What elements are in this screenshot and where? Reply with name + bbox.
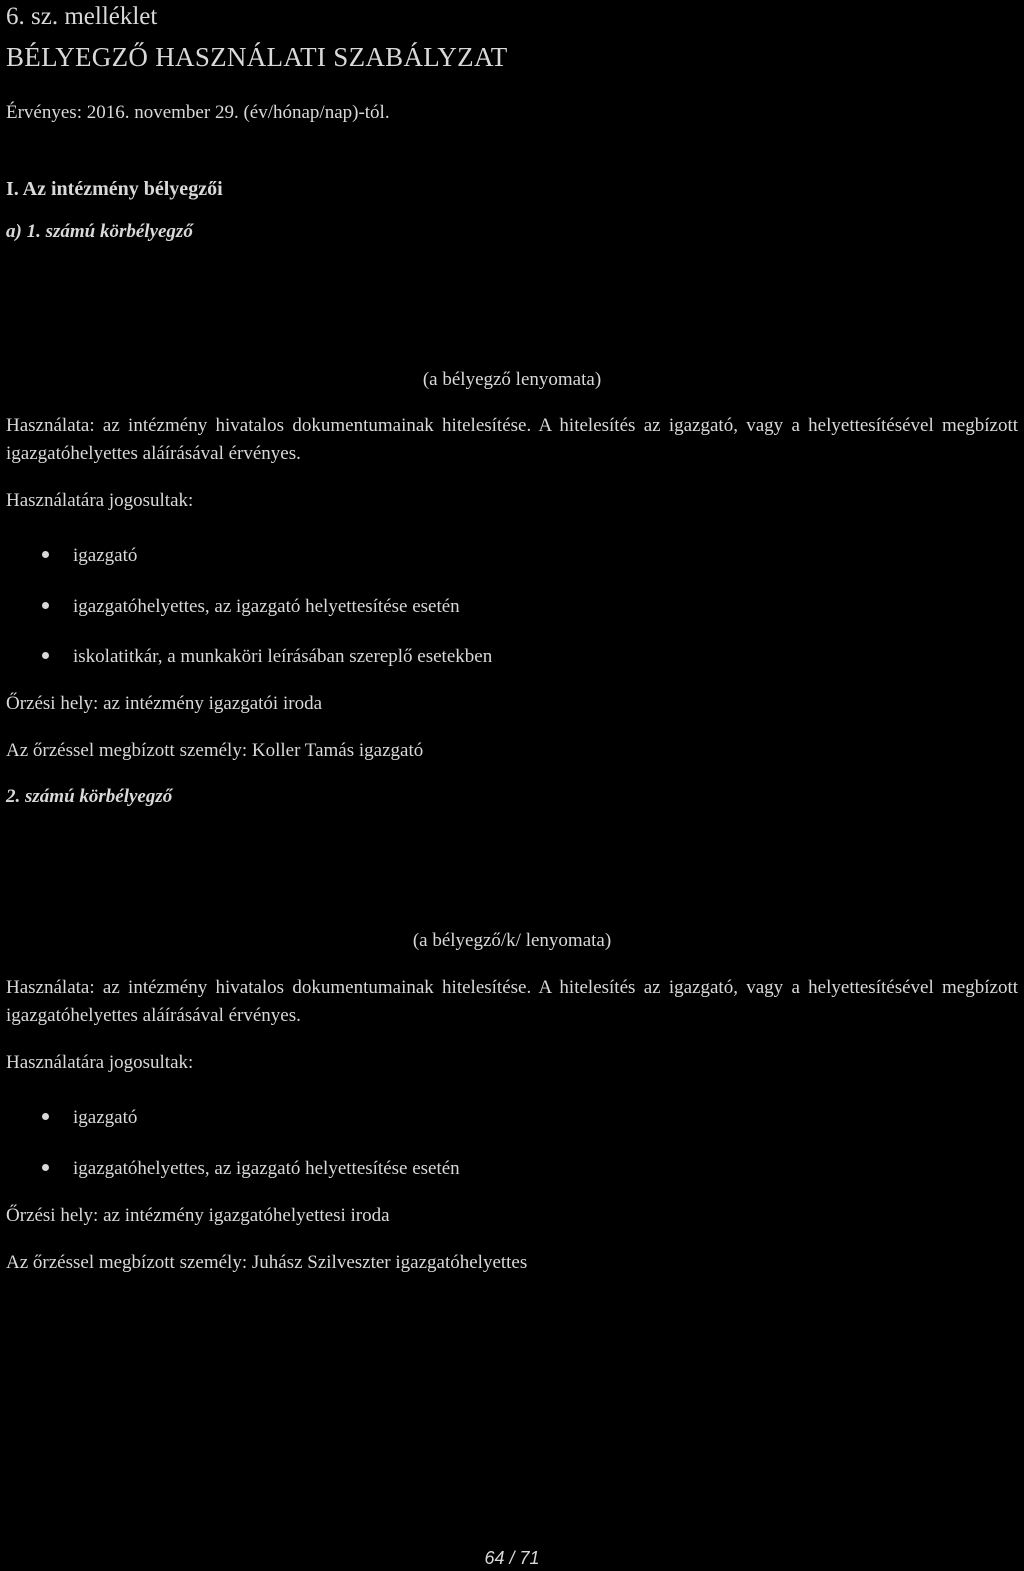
annex-label: 6. sz. melléklet xyxy=(6,3,158,30)
authorized-item-text: iskolatitkár, a munkaköri leírásában szereplő esetekben xyxy=(73,646,493,667)
stamp-2-usage: Használata: az intézmény hivatalos dokumentumainak hitelesítése. A hitelesítés az igazgató, vagy a helyettesítésével megbízott igazgatóhelyettes aláírásával érvényes. xyxy=(6,977,1018,1026)
stamp-2-authorized-item xyxy=(42,1157,460,1181)
stamp-1-usage: Használata: az intézmény hivatalos dokumentumainak hitelesítése. A hitelesítés az igazgató, vagy a helyettesítésével megbízott igazgatóhelyettes aláírásával érvényes. xyxy=(6,415,1018,464)
stamp-1-imprint-caption: (a bélyegző lenyomata) xyxy=(422,369,602,390)
stamp-1-heading: a) 1. számú körbélyegző xyxy=(6,221,193,242)
bullet-icon xyxy=(42,652,49,659)
bullet-icon xyxy=(42,1113,49,1120)
stamp-2-storage: Őrzési hely: az intézmény igazgatóhelyettesi iroda xyxy=(6,1205,390,1226)
stamp-2-imprint-caption: (a bélyegző/k/ lenyomata) xyxy=(412,930,612,951)
validity-date: Érvényes: 2016. november 29. (év/hónap/nap)-tól. xyxy=(6,102,390,123)
bullet-icon xyxy=(42,551,49,558)
document-title: BÉLYEGZŐ HASZNÁLATI SZABÁLYZAT xyxy=(6,42,508,72)
stamp-1-authorized-item xyxy=(42,595,460,619)
stamp-2-custodian: Az őrzéssel megbízott személy: Juhász Szilveszter igazgatóhelyettes xyxy=(6,1252,528,1273)
stamp-1-authorized-item xyxy=(42,544,137,568)
stamp-1-authorized-item xyxy=(42,645,492,669)
stamp-1-custodian: Az őrzéssel megbízott személy: Koller Tamás igazgató xyxy=(6,740,424,761)
authorized-item-text: igazgató xyxy=(73,545,138,566)
stamp-2-authorized-item xyxy=(42,1106,137,1130)
bullet-icon xyxy=(42,1164,49,1171)
stamp-1-authorized-label: Használatára jogosultak: xyxy=(6,490,194,511)
stamp-2-heading: 2. számú körbélyegző xyxy=(6,786,173,807)
section-title: I. Az intézmény bélyegzői xyxy=(6,178,223,200)
authorized-item-text: igazgató xyxy=(73,1107,138,1128)
bullet-icon xyxy=(42,602,49,609)
authorized-item-text: igazgatóhelyettes, az igazgató helyettesítése esetén xyxy=(73,596,460,617)
stamp-2-authorized-label: Használatára jogosultak: xyxy=(6,1052,194,1073)
authorized-item-text: igazgatóhelyettes, az igazgató helyettesítése esetén xyxy=(73,1158,460,1179)
stamp-1-storage: Őrzési hely: az intézmény igazgatói iroda xyxy=(6,693,323,714)
page-number: 64 / 71 xyxy=(484,1548,540,1568)
